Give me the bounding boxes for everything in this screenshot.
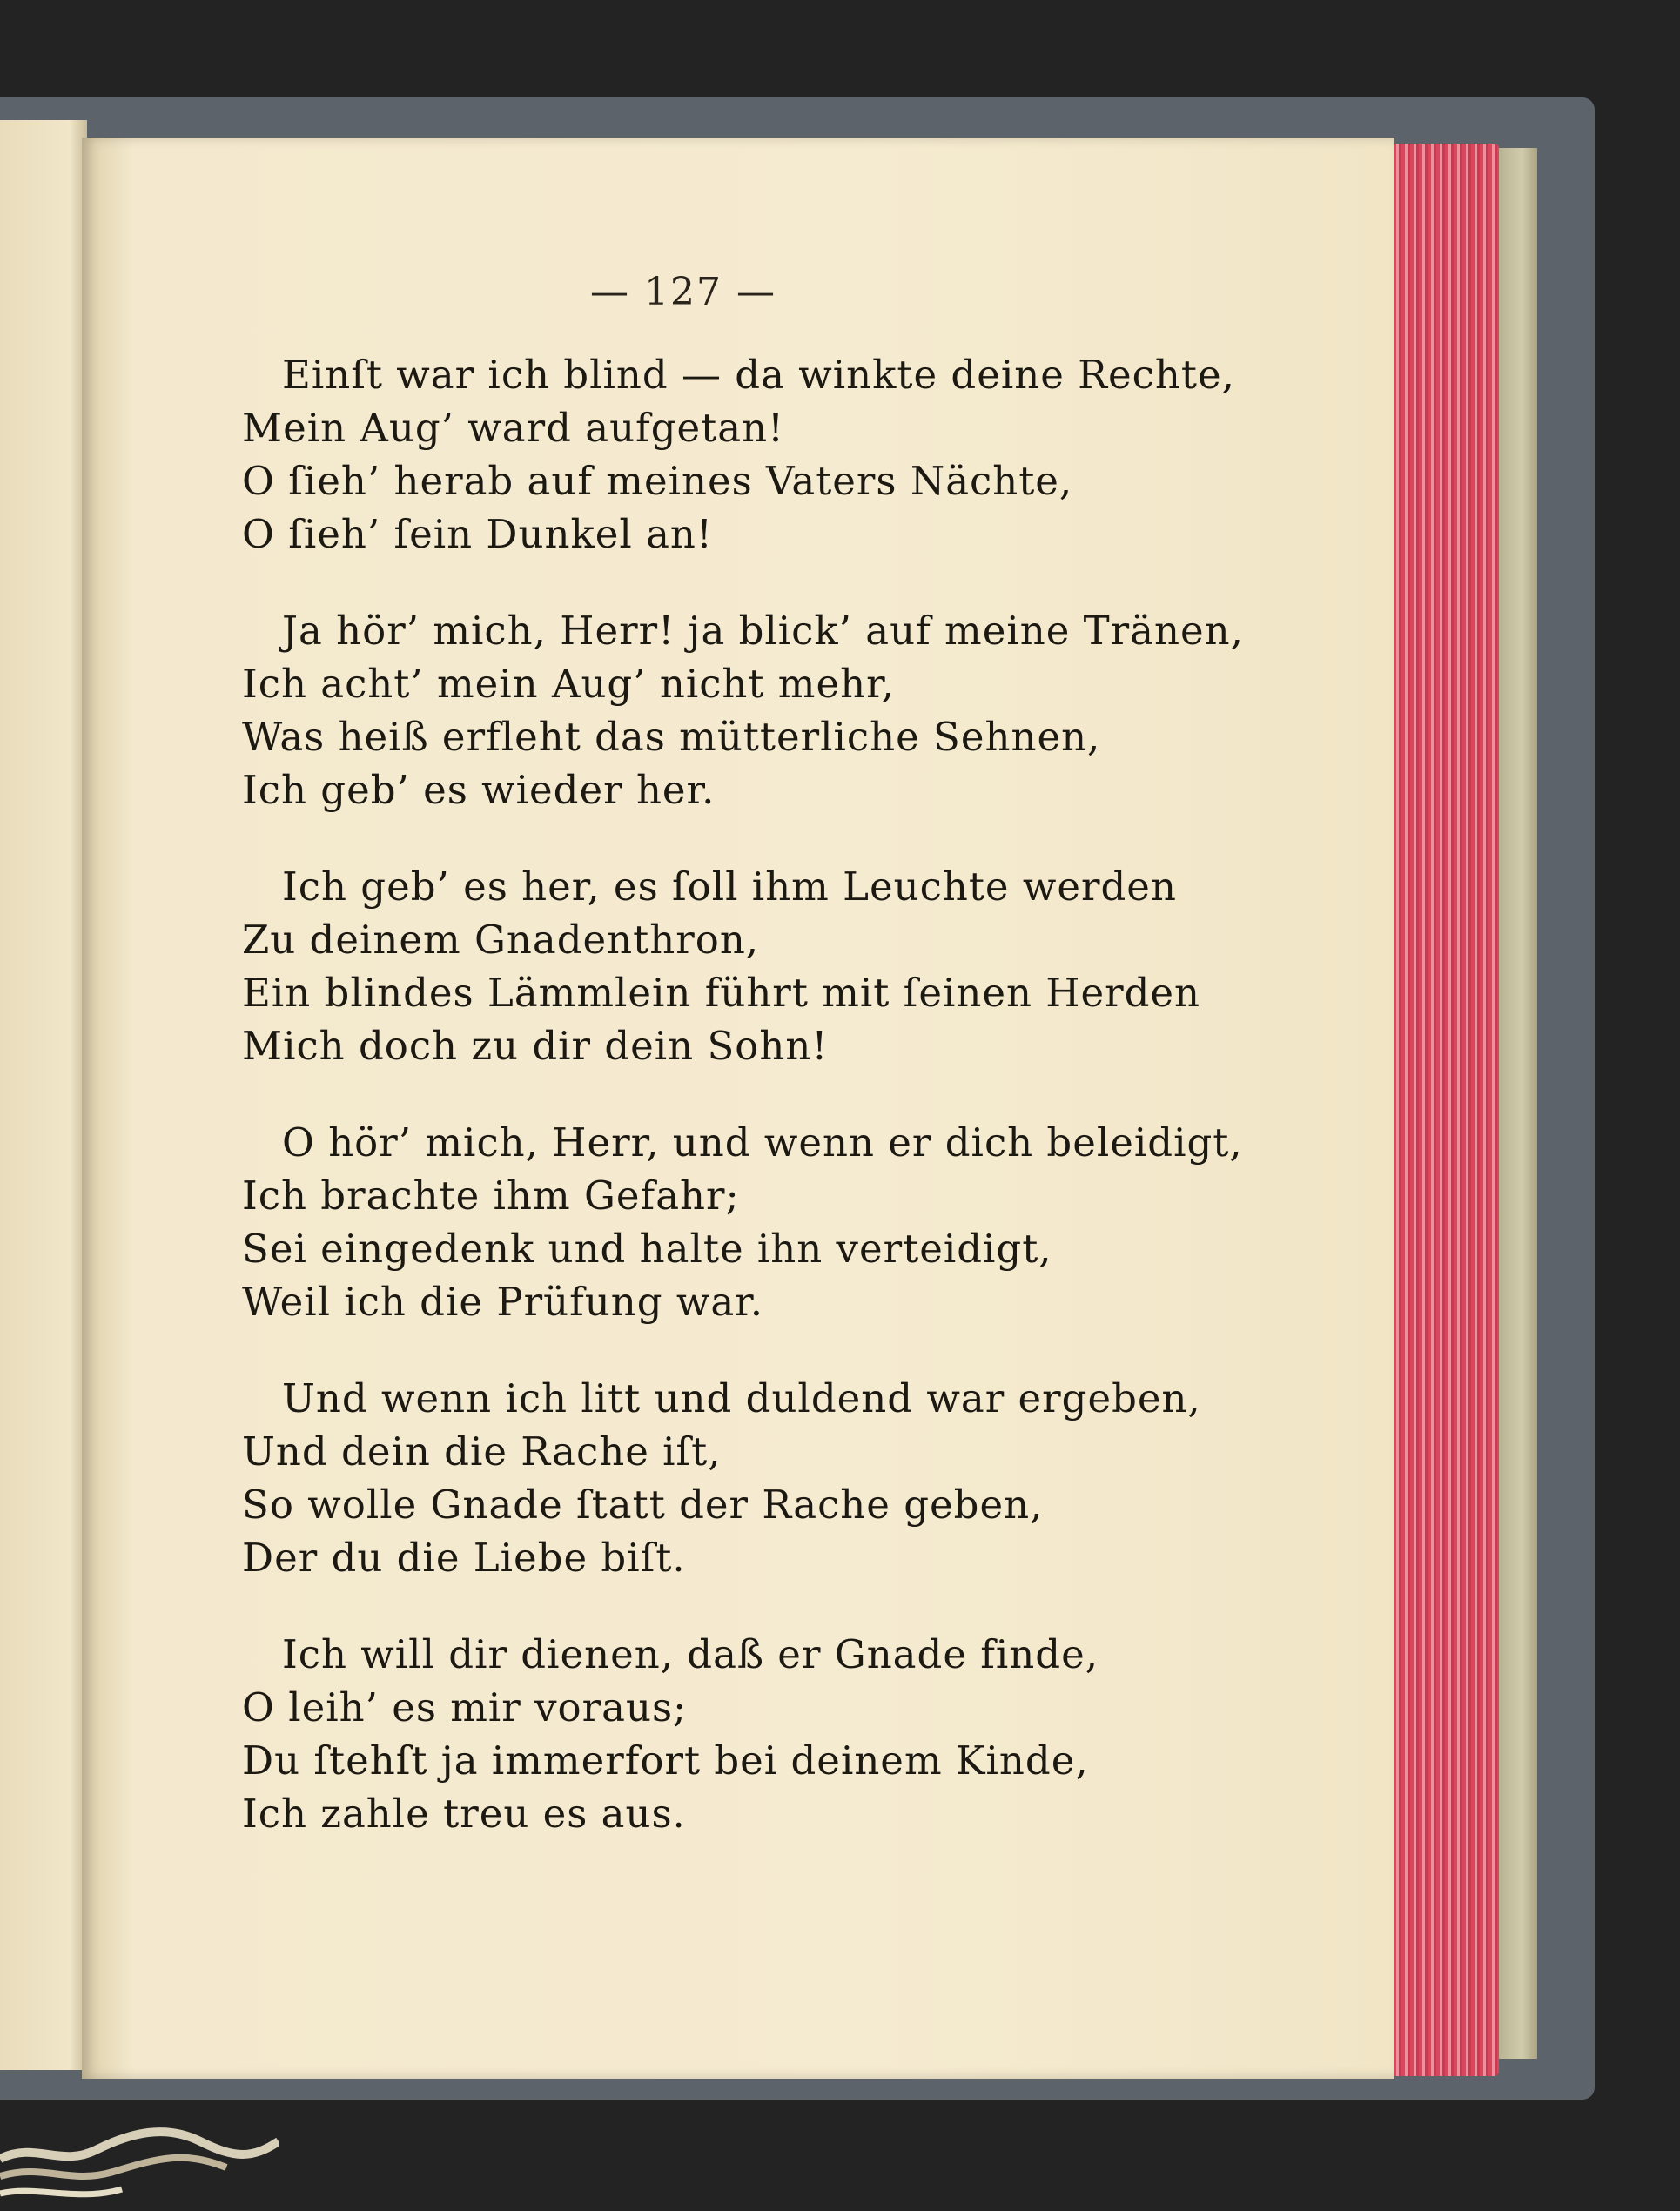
stanza bbox=[242, 1116, 1243, 1328]
poem-line: Ich geb’ es wieder her. bbox=[242, 767, 716, 813]
poem-line: Ja hör’ mich, Herr! ja blick’ auf meine Tränen, bbox=[282, 608, 1244, 654]
poem-line: Und wenn ich litt und duldend war ergeben, bbox=[282, 1375, 1201, 1421]
poem-line: Einſt war ich blind — da winkte deine Rechte, bbox=[282, 352, 1235, 398]
poem-line: O ſieh’ ſein Dunkel an! bbox=[242, 511, 713, 557]
poem-line: Mein Aug’ ward aufgetan! bbox=[242, 405, 785, 451]
poem-line: Und dein die Rache iſt, bbox=[242, 1428, 722, 1475]
bookmark-ribbon-icon bbox=[0, 2054, 279, 2211]
poem-line: Ich will dir dienen, daß er Gnade finde, bbox=[282, 1631, 1099, 1677]
left-page-edge bbox=[0, 120, 87, 2070]
poem-line: Ich acht’ mein Aug’ nicht mehr, bbox=[242, 661, 895, 707]
stanza bbox=[242, 604, 1244, 817]
poem-line: Du ſtehſt ja immerfort bei deinem Kinde, bbox=[242, 1737, 1089, 1784]
poem-line: So wolle Gnade ſtatt der Rache geben, bbox=[242, 1482, 1044, 1528]
red-page-edges bbox=[1393, 144, 1499, 2076]
poem-line: Mich doch zu dir dein Sohn! bbox=[242, 1023, 829, 1069]
stanza bbox=[242, 1628, 1147, 1840]
poem-line: Sei eingedenk und halte ihn verteidigt, bbox=[242, 1226, 1052, 1272]
cover-board-edge bbox=[1499, 148, 1537, 2059]
poem-line: Zu deinem Gnadenthron, bbox=[242, 917, 760, 963]
poem-line: Was heiß erfleht das mütterliche Sehnen, bbox=[242, 714, 1101, 760]
poem-line: O hör’ mich, Herr, und wenn er dich beleidigt, bbox=[282, 1119, 1243, 1166]
poem-line: Ich geb’ es her, es ſoll ihm Leuchte werden bbox=[282, 864, 1177, 910]
stanza bbox=[242, 348, 1235, 561]
poem-line: O ſieh’ herab auf meines Vaters Nächte, bbox=[242, 458, 1073, 504]
poem-line: Weil ich die Prüfung war. bbox=[242, 1279, 764, 1325]
poem-line: Ich brachte ihm Gefahr; bbox=[242, 1173, 740, 1219]
poem-line: O leih’ es mir voraus; bbox=[242, 1684, 688, 1730]
stanza bbox=[242, 1372, 1201, 1584]
poem-line: Ein blindes Lämmlein führt mit ſeinen Herden bbox=[242, 970, 1201, 1016]
poem bbox=[242, 348, 1244, 1884]
stanza bbox=[242, 860, 1201, 1072]
page-number: — 127 — bbox=[590, 270, 776, 314]
poem-line: Ich zahle treu es aus. bbox=[242, 1791, 686, 1837]
poem-line: Der du die Liebe biſt. bbox=[242, 1535, 686, 1581]
